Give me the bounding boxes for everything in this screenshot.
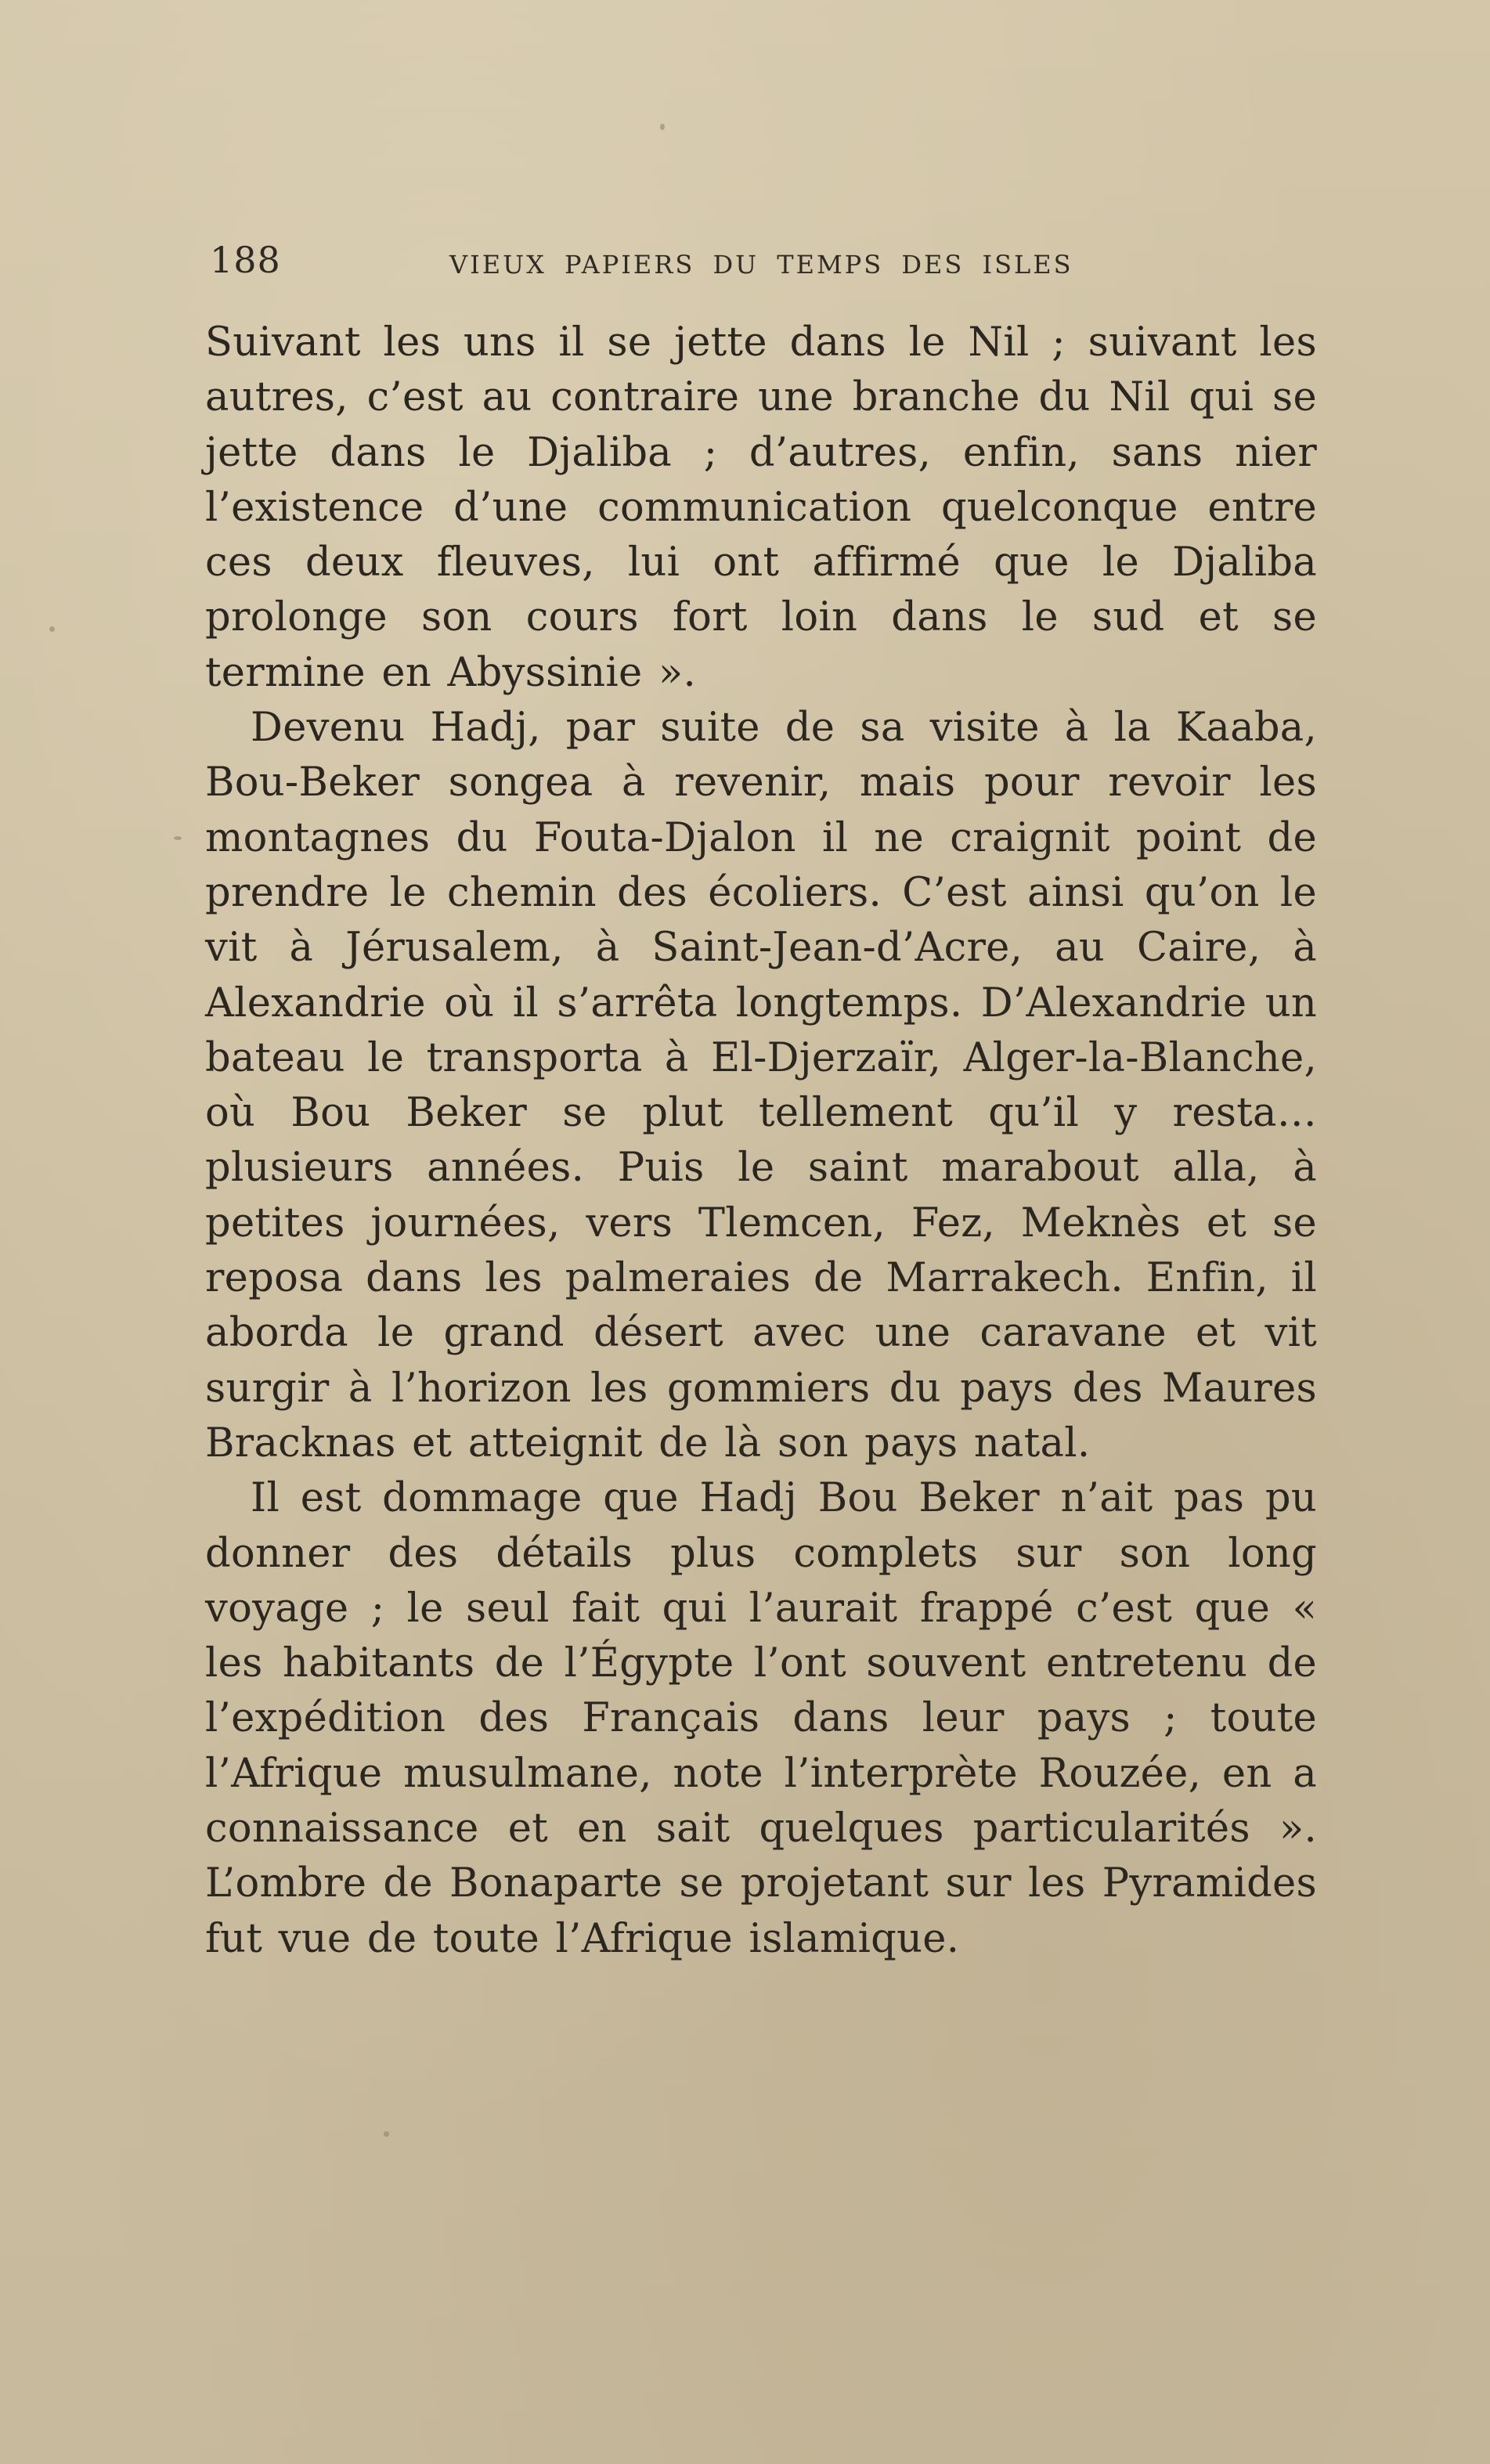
paragraph-1: Suivant les uns il se jette dans le Nil ; suivant les autres, c’est au contraire une branche du Nil qui se jette dans le Djaliba ; d’autres, enfin, sans nier l’existence d’une communication quelconque entre ces deux fleuves, lui ont affirmé que le Djaliba prolonge son cours fort loin dans le sud et se termine en Abyssinie ». bbox=[205, 319, 1317, 696]
page-number: 188 bbox=[210, 239, 281, 281]
paper-speck bbox=[49, 626, 55, 632]
paragraph-3: Il est dommage que Hadj Bou Beker n’ait pas pu donner des détails plus complets sur son long voyage ; le seul fait qui l’aurait frappé c’est que « les habitants de l’Égypte l’ont souvent entretenu de l’expédition des Français dans leur pays ; toute l’Afrique musulmane, note l’interprète Rouzée, en a connaissance et en sait quelques particularités ». L’ombre de Bonaparte se projetant sur les Pyramides fut vue de toute l’Afrique islamique. bbox=[205, 1475, 1317, 1962]
paper-speck bbox=[660, 124, 665, 130]
running-title: VIEUX PAPIERS DU TEMPS DES ISLES bbox=[449, 250, 1073, 280]
paragraph-2: Devenu Hadj, par suite de sa visite à la Kaaba, Bou-Beker songea à revenir, mais pour revoir les montagnes du Fouta-Djalon il ne craignit point de prendre le chemin des écoliers. C’est ainsi qu’on le vit à Jérusalem, à Saint-Jean-d’Acre, au Caire, à Alexandrie où il s’arrêta longtemps. D’Alexandrie un bateau le transporta à El-Djerzaïr, Alger-la-Blanche, où Bou Beker se plut tellement qu’il y resta… plusieurs années. Puis le saint marabout alla, à petites journées, vers Tlemcen, Fez, Meknès et se reposa dans les palmeraies de Marrakech. Enfin, il aborda le grand désert avec une caravane et vit surgir à l’horizon les gommiers du pays des Maures Bracknas et atteignit de là son pays natal. bbox=[205, 705, 1317, 1466]
paper-speck bbox=[384, 2131, 389, 2137]
running-header bbox=[210, 239, 1087, 294]
paper-speck bbox=[174, 836, 182, 840]
body-text bbox=[205, 316, 1317, 1967]
